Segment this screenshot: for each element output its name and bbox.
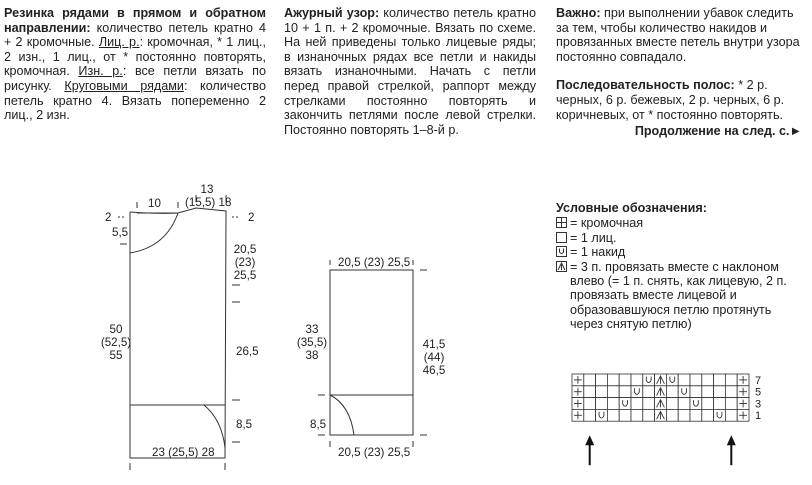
front-dim-armhole-1: 20,5	[233, 243, 257, 256]
knitting-chart	[568, 370, 808, 480]
sleeve-dim-cuff: 8,5	[310, 418, 327, 431]
sleeve-dim-top: 20,5 (23) 25,5	[338, 256, 411, 269]
chart-cell	[690, 409, 702, 421]
front-dim-armhole-3: 25,5	[233, 269, 257, 282]
rib-ws-text: : все петли вязать по рисунку.	[4, 64, 266, 93]
legend-text-edge: = кромочная	[570, 216, 644, 231]
chart-cell	[666, 398, 678, 410]
front-dim-rib: 8,5	[236, 418, 253, 431]
sleeve-dim-right-3: 46,5	[422, 364, 446, 377]
front-dim-top-b1: 13	[200, 183, 214, 196]
chart-cell	[702, 374, 714, 386]
chart-cell	[737, 409, 749, 421]
chart-cell	[702, 409, 714, 421]
chart-cell	[631, 409, 643, 421]
chart-cell	[725, 374, 737, 386]
legend-text-yo: = 1 накид	[570, 245, 626, 260]
rib-paragraph	[4, 6, 266, 123]
front-dim-armhole-2: (23)	[234, 256, 256, 269]
sleeve-dim-length-2: (35,5)	[296, 336, 328, 349]
sleeve-dim-width: 20,5 (23) 25,5	[338, 446, 411, 459]
chart-row-label: 5	[755, 386, 762, 399]
rib-rs-label: Лиц. р.	[98, 35, 140, 50]
chart-cell	[666, 386, 678, 398]
sleeve-dim-length-1: 33	[305, 323, 319, 336]
lace-text: количество петель кратно 10 + 1 п. + 2 кромочные. Вязать по схеме. На ней приведены только лицевые ряды; в изнаночных рядах все петли и накиды вязать изнаночными. Начать с петли перед правой стрелкой, раппорт между стрелками постоянно повторять и закончить петлями после левой стрелки. Постоянно повторять 1–8-й р.	[284, 6, 536, 137]
rib-round-text: : количество петель кратно 4. Вязать попеременно 2 лиц., 2 изн.	[4, 78, 266, 123]
chart-cell	[584, 398, 596, 410]
knit-symbol-icon	[556, 232, 567, 243]
chart-cell	[666, 409, 678, 421]
front-dim-length-1: 50	[109, 323, 123, 336]
legend-item-k3tog	[556, 260, 806, 332]
front-dim-armhole	[230, 243, 260, 282]
chart-cell	[572, 398, 584, 410]
legend-text-k3tog: = 3 п. провязать вместе с наклоном влево (= 1 п. снять, как лицевую, 2 п. провязать вместе лицевой и образовавшуюся петлю протянуть через снятую петлю)	[570, 259, 787, 332]
legend-title: Условные обозначения:	[556, 201, 707, 215]
chart-row-label: 7	[755, 374, 762, 387]
front-dim-right-top: 2	[248, 211, 255, 224]
front-dim-top-a: 10	[148, 197, 161, 210]
chart-cell	[737, 398, 749, 410]
lace-section	[284, 6, 536, 137]
chart-cell	[596, 386, 608, 398]
front-dim-length	[98, 323, 134, 362]
chart-cell	[619, 386, 631, 398]
chart-cell	[678, 374, 690, 386]
sleeve-dim-right-2: (44)	[423, 351, 445, 364]
chart-cell	[607, 386, 619, 398]
front-dim-top-b2: (15,5) 18	[185, 196, 232, 209]
rib-section	[4, 6, 266, 123]
sleeve-dim-right	[418, 338, 450, 377]
chart-cell	[725, 409, 737, 421]
front-dim-length-2: (52,5)	[100, 336, 132, 349]
legend	[556, 201, 806, 332]
chart-cell	[678, 409, 690, 421]
chart-cell	[678, 398, 690, 410]
chart-cell	[714, 374, 726, 386]
chart-cell	[631, 398, 643, 410]
chart-cell	[619, 409, 631, 421]
repeat-arrow-icon	[585, 435, 594, 465]
rib-title: Резинка рядами в прямом и обратном направлении:	[4, 6, 266, 35]
legend-item-edge	[556, 216, 806, 230]
chart-cell	[572, 409, 584, 421]
chart-cell	[678, 386, 690, 398]
chart-cell	[737, 374, 749, 386]
chart-cell	[655, 398, 667, 410]
chart-cell	[643, 386, 655, 398]
chart-cell	[584, 409, 596, 421]
chart-cell	[631, 374, 643, 386]
rib-rs-text: : кромочная, * 1 лиц., 2 изн., 1 лиц., от * постоянно повторять, кромочная.	[4, 35, 266, 79]
chart-cell	[619, 398, 631, 410]
chart-cell	[584, 386, 596, 398]
chart-cell	[714, 409, 726, 421]
chart-cell	[596, 374, 608, 386]
chart-cell	[596, 398, 608, 410]
chart-cell	[725, 398, 737, 410]
front-dim-neck: 5,5	[112, 226, 129, 239]
edge-stitch-symbol-icon	[556, 217, 567, 228]
chart-cell	[572, 386, 584, 398]
front-dim-length-3: 55	[109, 349, 123, 362]
chart-cell	[725, 386, 737, 398]
legend-item-yo	[556, 245, 806, 259]
chart-cell	[655, 386, 667, 398]
chart-cell	[702, 398, 714, 410]
sleeve-dim-length	[296, 323, 328, 362]
chart-cell	[714, 386, 726, 398]
front-dim-left-top: 2	[105, 211, 112, 224]
rib-intro: количество петель кратно 4 + 2 кромочные.	[4, 20, 266, 50]
front-dim-top-b	[185, 183, 232, 209]
legend-text-knit: = 1 лиц.	[570, 230, 617, 245]
chart-cell	[607, 398, 619, 410]
lace-title: Ажурный узор:	[284, 6, 380, 20]
sleeve-dim-length-3: 38	[305, 349, 319, 362]
chart-cell	[702, 386, 714, 398]
chart-cell	[643, 398, 655, 410]
chart-cell	[584, 374, 596, 386]
notes-section	[556, 6, 802, 139]
chart-cell	[596, 409, 608, 421]
important-paragraph	[556, 6, 802, 64]
chart-cell	[607, 374, 619, 386]
stripes-paragraph	[556, 78, 802, 122]
rib-round-label: Круговыми рядами	[64, 78, 184, 93]
chart-row-label: 3	[755, 398, 762, 411]
chart-cell	[643, 374, 655, 386]
legend-item-knit	[556, 231, 806, 245]
sleeve-dim-right-1: 41,5	[422, 338, 446, 351]
repeat-arrow-icon	[727, 435, 736, 465]
chart-cell	[737, 386, 749, 398]
stripes-text: * 2 р. черных, 6 р. бежевых, 2 р. черных, 6 р. коричневых, от * постоянно повторять.	[556, 78, 785, 122]
chart-cell	[655, 409, 667, 421]
chart-cell	[690, 374, 702, 386]
lace-paragraph	[284, 6, 536, 137]
important-title: Важно:	[556, 6, 601, 20]
rib-ws-label: Изн. р.	[78, 64, 123, 79]
chart-cell	[714, 398, 726, 410]
yarn-over-symbol-icon	[556, 246, 567, 257]
front-dim-side: 26,5	[236, 345, 259, 358]
front-dim-width: 23 (25,5) 28	[152, 446, 215, 459]
chart-row-label: 1	[755, 410, 762, 423]
chart-cell	[655, 374, 667, 386]
continue-link[interactable]: Продолжение на след. с.►	[634, 124, 802, 139]
chart-cell	[619, 374, 631, 386]
chart-cell	[690, 386, 702, 398]
chart-cell	[666, 374, 678, 386]
stripes-title: Последовательность полос:	[556, 78, 735, 93]
chart-cell	[607, 409, 619, 421]
chart-cell	[631, 386, 643, 398]
important-text: при выполнении убавок следить за тем, чтобы количество накидов и провязанных вместе петель внутри узора постоянно совпадало.	[556, 6, 800, 64]
chart-cell	[690, 398, 702, 410]
k3tog-left-symbol-icon	[556, 261, 567, 272]
chart-cell	[643, 409, 655, 421]
chart-cell	[572, 374, 584, 386]
